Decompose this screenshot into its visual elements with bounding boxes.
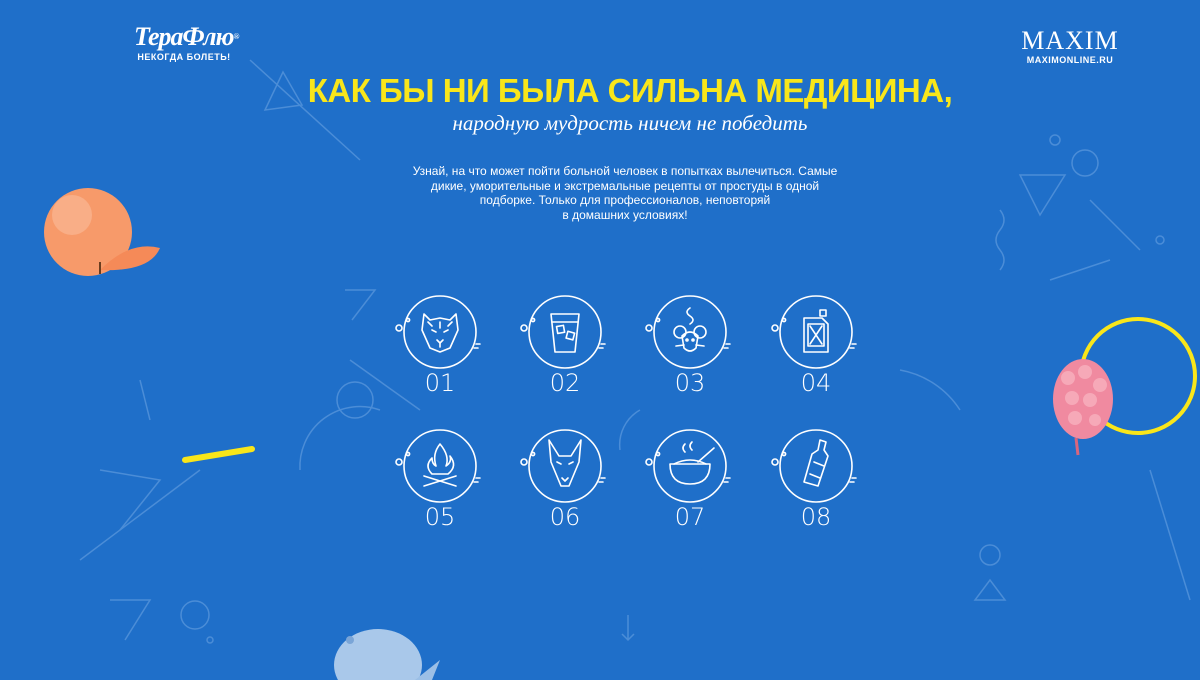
raspberry-decor	[1053, 359, 1113, 455]
tiger-icon	[390, 292, 490, 372]
teraflu-logo-word: ТераФлю	[134, 22, 234, 51]
recipe-item-06[interactable]	[515, 426, 615, 551]
item-number: 06	[549, 503, 581, 531]
maxim-logo-word: MAXIM	[1021, 26, 1119, 55]
item-number: 08	[800, 503, 832, 531]
item-number: 04	[800, 369, 832, 397]
registered-mark: ®	[233, 32, 239, 41]
item-number: 07	[674, 503, 706, 531]
item-number: 01	[424, 369, 456, 397]
page-headline: КАК БЫ НИ БЫЛА СИЛЬНА МЕДИЦИНА,	[307, 72, 953, 109]
item-number: 05	[424, 503, 456, 531]
intro-line: в домашних условиях!	[562, 207, 688, 222]
recipe-item-03[interactable]	[640, 292, 740, 417]
recipe-item-05[interactable]	[390, 426, 490, 551]
bottle-icon	[766, 426, 866, 506]
teraflu-logo[interactable]	[134, 22, 239, 62]
jerrycan-icon	[766, 292, 866, 372]
dog-icon	[515, 426, 615, 506]
intro-line: подборке. Только для профессионалов, неповторяй	[479, 193, 771, 207]
maxim-site-link[interactable]: MAXIMONLINE.RU	[1026, 55, 1114, 65]
recipe-item-04[interactable]	[766, 292, 866, 417]
intro-text	[395, 164, 855, 222]
maxim-logo[interactable]	[1012, 28, 1128, 65]
peach-decor	[44, 188, 160, 276]
recipe-item-07[interactable]	[640, 426, 740, 551]
bird-decor	[334, 629, 440, 680]
item-number: 02	[549, 369, 581, 397]
recipe-item-02[interactable]	[515, 292, 615, 417]
glass-ice-icon	[515, 292, 615, 372]
intro-line: дикие, уморительные и экстремальные рецепты от простуды в одной	[430, 178, 820, 193]
page-subheadline: народную мудрость ничем не победить	[452, 111, 808, 135]
teraflu-tagline: НЕКОГДА БОЛЕТЬ!	[137, 52, 231, 62]
mouse-icon	[640, 292, 740, 372]
campfire-icon	[390, 426, 490, 506]
recipe-item-08[interactable]	[766, 426, 866, 551]
recipe-item-01[interactable]	[390, 292, 490, 417]
intro-line: Узнай, на что может пойти больной человек в попытках вылечиться. Самые	[412, 164, 838, 178]
soup-bowl-icon	[640, 426, 740, 506]
item-number: 03	[674, 369, 706, 397]
